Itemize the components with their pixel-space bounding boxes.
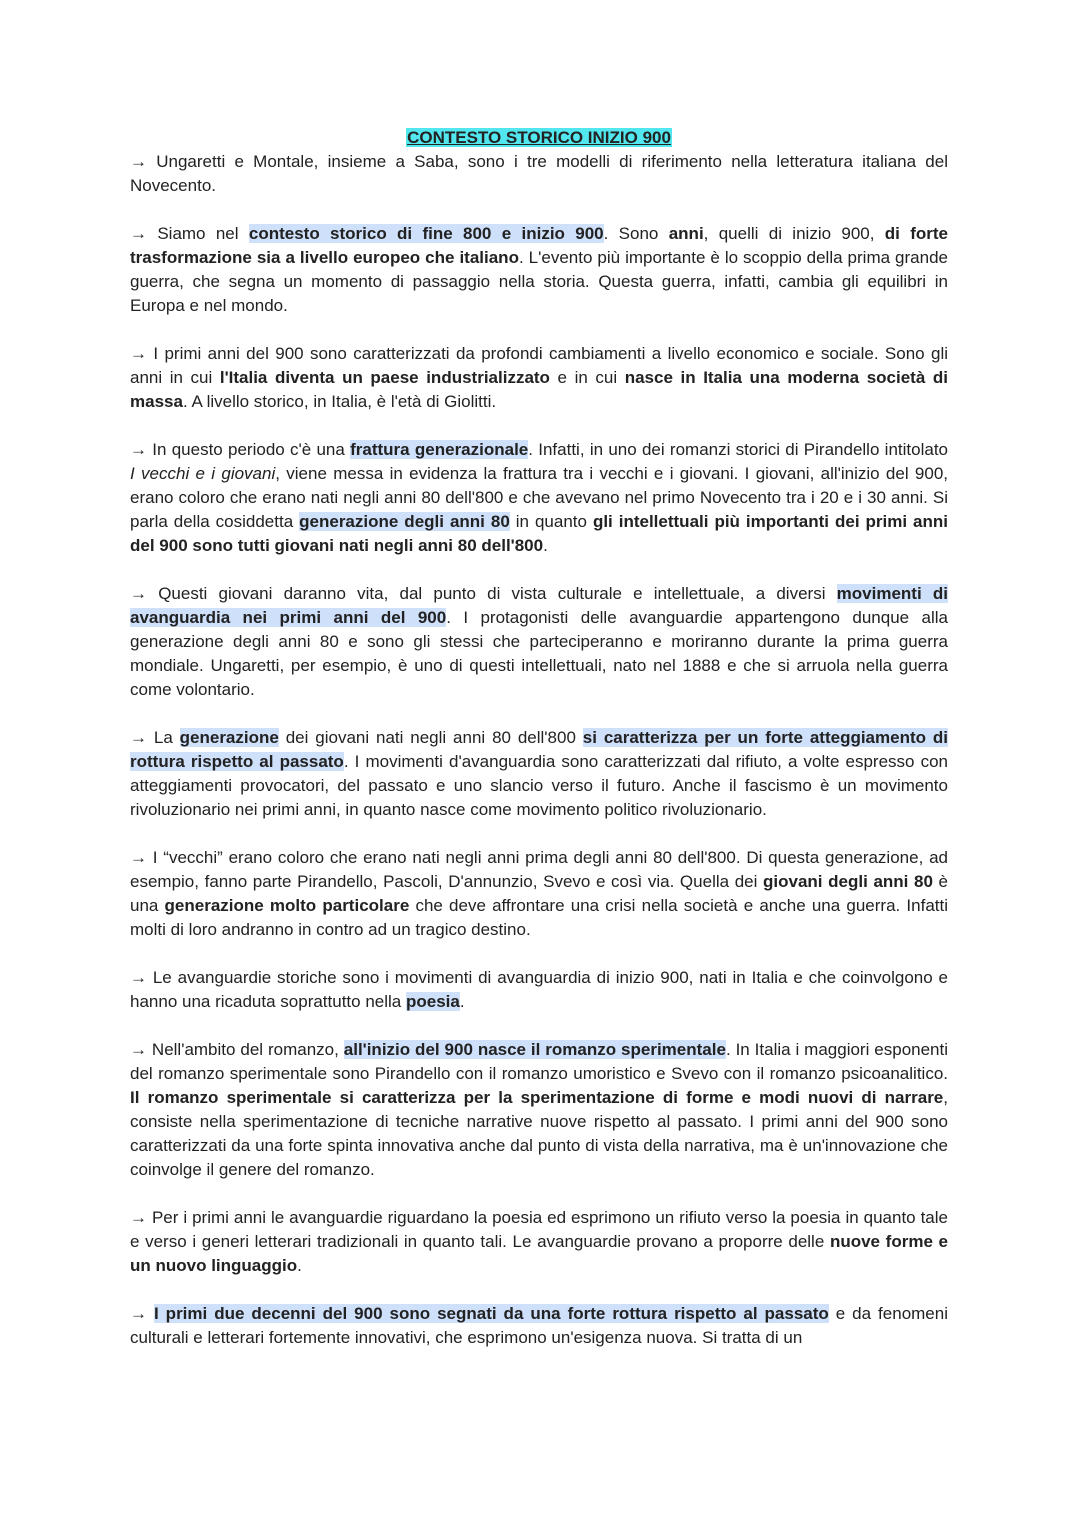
text-segment: . I movimenti d'avanguardia sono caratterizzati dal rifiuto, a volte espresso con atteggiamenti provocatori, del passato e uno slancio verso il futuro. Anche il fascismo è un movimento rivoluzionario nei primi anni, in quanto nasce come movimento politico rivoluzionario. — [130, 752, 948, 819]
text-segment: → La — [130, 728, 180, 747]
text-segment: è una — [130, 872, 948, 915]
text-segment: , quelli di inizio 900, — [703, 224, 885, 243]
highlighted-text: contesto storico di fine 800 e inizio 900 — [248, 224, 604, 243]
text-segment: → In questo periodo c'è una — [130, 440, 351, 459]
text-segment: → Le avanguardie storiche sono i movimenti di avanguardia di inizio 900, nati in Italia e che coinvolgono e hanno una ricaduta soprattutto nella — [130, 968, 948, 1011]
text-segment: . A livello storico, in Italia, è l'età di Giolitti. — [182, 392, 497, 411]
text-segment: I vecchi e i giovani — [130, 464, 276, 483]
text-segment: → Ungaretti e Montale, insieme a Saba, sono i tre modelli di riferimento nella letteratura italiana del Novecento. — [130, 152, 948, 195]
text-segment: dei giovani nati negli anni 80 dell'800 — [278, 728, 583, 747]
title-text: CONTESTO STORICO INIZIO 900 — [407, 128, 671, 147]
text-segment: . I protagonisti delle avanguardie appartengono dunque alla generazione degli anni 80 e sono gli stessi che parteciperanno e moriranno durante la prima guerra mondiale. Ungaretti, per esempio, è uno di questi intellettuali, nato nel 1888 e che si arruola nella guerra come volontario. — [130, 608, 948, 699]
highlighted-text: all'inizio del 900 nasce il romanzo sperimentale — [343, 1040, 726, 1059]
bold-text: l'Italia diventa un paese industrializzato — [219, 368, 550, 387]
document-body — [130, 150, 948, 1350]
highlighted-text: generazione degli anni 80 — [299, 512, 510, 531]
bold-text: nasce in Italia una moderna società di massa — [130, 368, 948, 411]
text-segment: . — [459, 992, 465, 1011]
text-segment: . — [297, 1256, 302, 1275]
bold-text: Il romanzo sperimentale si caratterizza per la sperimentazione di forme e modi nuovi di narrare — [130, 1088, 944, 1107]
bold-text: anni — [668, 224, 704, 243]
paragraph — [130, 846, 948, 942]
bold-text: gli intellettuali più importanti dei primi anni del 900 sono tutti giovani nati negli anni 80 dell'800 — [130, 512, 949, 555]
text-segment: → Siamo nel — [130, 224, 249, 243]
text-segment: , viene messa in evidenza la frattura tra i vecchi e i giovani. I giovani, all'inizio del 900, erano coloro che erano nati negli anni 80 dell'800 e che avevano nel primo Novecento tra i 20 e i 30 anni. Si parla della cosiddetta — [130, 464, 949, 531]
document-title — [130, 126, 948, 150]
text-segment: . Infatti, in uno dei romanzi storici di Pirandello intitolato — [528, 440, 948, 459]
text-segment: → — [130, 1304, 154, 1323]
text-segment: . Sono — [603, 224, 669, 243]
text-segment: . L'evento più importante è lo scoppio della prima grande guerra, che segna un momento di passaggio nella storia. Questa guerra, infatti, cambia gli equilibri in Europa e nel mondo. — [130, 248, 948, 315]
highlighted-text: generazione — [179, 728, 279, 747]
paragraph — [130, 726, 948, 822]
highlighted-text: frattura generazionale — [350, 440, 529, 459]
paragraph — [130, 966, 948, 1014]
text-segment: . In Italia i maggiori esponenti del romanzo sperimentale sono Pirandello con il romanzo umoristico e Svevo con il romanzo psicoanalitico. — [130, 1040, 949, 1083]
text-segment: , consiste nella sperimentazione di tecniche narrative nuove rispetto al passato. I primi anni del 900 sono caratterizzati da una forte spinta innovativa anche dal punto di vista della narrativa, ma è un'innovazione che coinvolge il genere del romanzo. — [130, 1088, 948, 1179]
paragraph — [130, 582, 948, 702]
text-segment: → I “vecchi” erano coloro che erano nati negli anni prima degli anni 80 dell'800. Di questa generazione, ad esempio, fanno parte Pirandello, Pascoli, D'annunzio, Svevo e così via. Quella dei — [130, 848, 948, 891]
text-segment: e da fenomeni culturali e letterari fortemente innovativi, che esprimono un'esigenza nuova. Si tratta di un — [130, 1304, 948, 1347]
highlighted-text: poesia — [405, 992, 460, 1011]
text-segment: → Per i primi anni le avanguardie riguardano la poesia ed esprimono un rifiuto verso la poesia in quanto tale e verso i generi letterari tradizionali in quanto tali. Le avanguardie provano a proporre delle — [130, 1208, 948, 1251]
bold-text: nuove forme e un nuovo linguaggio — [130, 1232, 948, 1275]
paragraph — [130, 150, 948, 198]
text-segment: che deve affrontare una crisi nella società e anche una guerra. Infatti molti di loro andranno in contro ad un tragico destino. — [130, 896, 948, 939]
paragraph — [130, 1302, 948, 1350]
paragraph — [130, 222, 948, 318]
highlighted-text: si caratterizza per un forte atteggiamento di rottura rispetto al passato — [130, 728, 948, 771]
bold-text: giovani degli anni 80 — [763, 872, 933, 891]
text-segment: in quanto — [509, 512, 593, 531]
paragraph — [130, 1038, 948, 1182]
text-segment: → I primi anni del 900 sono caratterizzati da profondi cambiamenti a livello economico e sociale. Sono gli anni in cui — [130, 344, 948, 387]
highlighted-text: movimenti di avanguardia nei primi anni del 900 — [130, 584, 948, 627]
paragraph — [130, 342, 948, 414]
text-segment: → Nell'ambito del romanzo, — [130, 1040, 344, 1059]
text-segment: → Questi giovani daranno vita, dal punto di vista culturale e intellettuale, a diversi — [130, 584, 837, 603]
paragraph — [130, 1206, 948, 1278]
bold-text: di forte trasformazione sia a livello europeo che italiano — [130, 224, 949, 267]
text-segment: e in cui — [549, 368, 625, 387]
bold-text: generazione molto particolare — [164, 896, 410, 915]
highlighted-text: I primi due decenni del 900 sono segnati da una forte rottura rispetto al passato — [153, 1304, 829, 1323]
paragraph — [130, 438, 948, 558]
text-segment: . — [543, 536, 548, 555]
document-page — [130, 126, 948, 1374]
